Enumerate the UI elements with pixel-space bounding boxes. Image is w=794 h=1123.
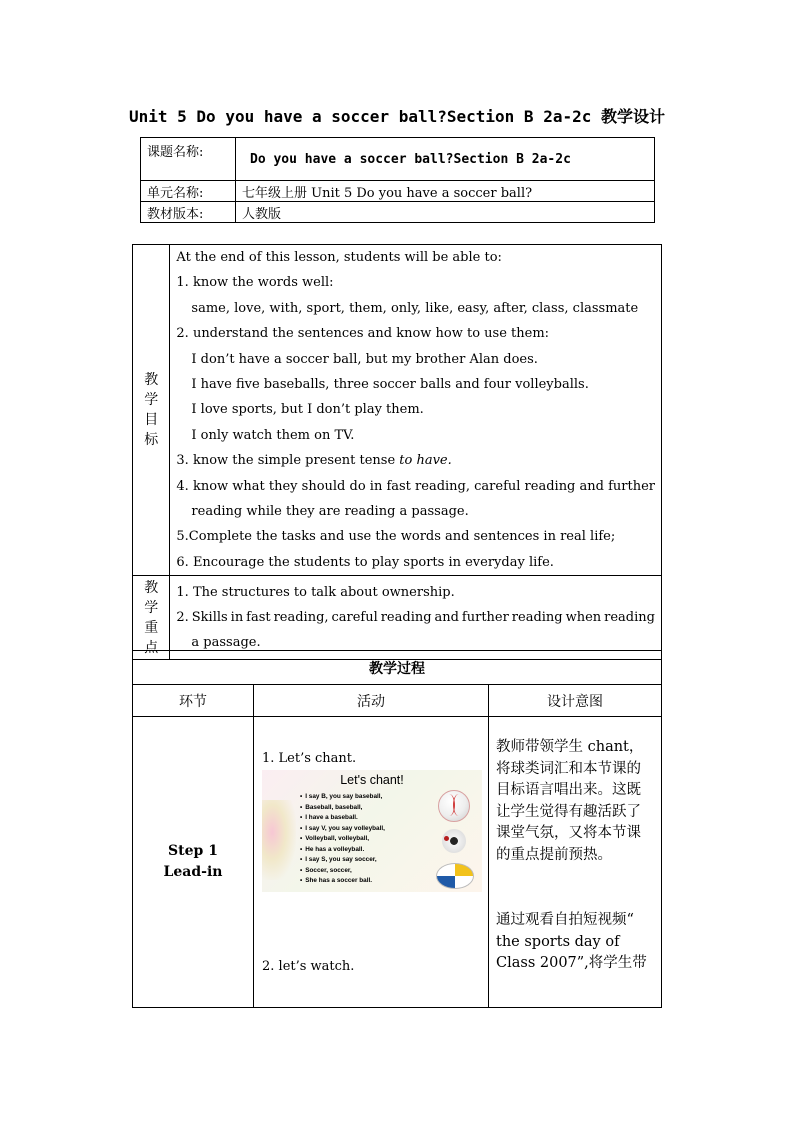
objective-line: I have five baseballs, three soccer balls and four volleyballs. [191,376,589,392]
objective-line: 4. know what they should do in fast reading, careful reading and further [176,478,655,494]
process-table [132,650,662,1008]
intent-watch: 通过观看自拍短视频“ the sports day of Class 2007”,将学生带 [496,912,647,971]
edition-label: 教材版本: [141,202,236,223]
objective-line: I love sports, but I don’t play them. [191,402,424,418]
objective-line: same, love, with, sport, them, only, like, easy, after, class, classmate [191,300,639,316]
objective-line: 1. know the words well: [176,275,334,291]
baseball-icon [438,790,470,822]
chant-line: • I say B, you say baseball, [300,792,385,803]
activity-chant: 1. Let’s chant. [262,751,357,766]
chant-line: • Volleyball, volleyball, [300,834,385,845]
objective-line: 5.Complete the tasks and use the words and sentences in real life; [176,529,616,545]
chant-line: • He has a volleyball. [300,845,385,856]
slide-title: Let's chant! [340,773,404,787]
chant-line: • Baseball, baseball, [300,803,385,814]
edition-value: 人教版 [236,202,655,223]
italic-phrase: to have. [399,453,452,469]
key-points-content [170,576,662,660]
step-title: Step 1 [168,843,218,859]
key-point-line: a passage. [191,635,261,651]
objective-line: At the end of this lesson, students will be able to: [176,250,502,265]
key-point-line: 2. Skills in fast reading, careful reading and further reading when reading [176,610,655,626]
objective-line: I don’t have a soccer ball, but my brother Alan does. [191,351,538,367]
step-cell [133,717,254,1008]
intent-chant: 教师带领学生 chant，将球类词汇和本节课的目标语言唱出来。这既让学生觉得有趣活跃了课堂气氛，又将本节课的重点提前预热。 [496,739,644,863]
unit-value: 七年级上册 Unit 5 Do you have a soccer ball? [236,181,655,202]
objective-line: reading while they are reading a passage. [191,503,469,519]
chant-lines [300,792,385,887]
chant-line: • I have a baseball. [300,813,385,824]
course-info-table [140,137,655,223]
activity-cell [254,717,489,1008]
document-title: Unit 5 Do you have a soccer ball?Section B 2a-2c 教学设计 [128,107,665,126]
topic-label: 课题名称: [141,138,236,181]
key-point-line: 1. The structures to talk about ownership. [176,585,455,601]
objective-line: I only watch them on TV. [191,427,355,443]
intent-cell [489,717,662,1008]
objective-line: 3. know the simple present tense to have. [176,453,452,469]
step-subtitle: Lead-in [163,864,223,880]
chant-slide-image [262,770,482,892]
chant-line: • She has a soccer ball. [300,876,385,887]
process-title: 教学过程 [133,651,662,685]
soccer-ball-icon [442,829,466,853]
key-points-label: 教 学 重 点 [133,576,170,660]
volleyball-icon [436,863,474,889]
chant-line: • I say S, you say soccer, [300,855,385,866]
topic-value: Do you have a soccer ball?Section B 2a-2c [236,138,655,181]
chant-line: • Soccer, soccer, [300,866,385,877]
chant-line: • I say V, you say volleyball, [300,824,385,835]
paint-splash [262,800,296,880]
objectives-label: 教 学 目 标 [133,245,170,576]
objectives-content [170,245,662,576]
unit-label: 单元名称: [141,181,236,202]
objective-line: 2. understand the sentences and know how to use them: [176,326,550,342]
header-activity: 活动 [254,685,489,717]
header-stage: 环节 [133,685,254,717]
objective-line: 6. Encourage the students to play sports in everyday life. [176,554,554,570]
objectives-table [132,244,662,660]
header-intent: 设计意图 [489,685,662,717]
activity-watch: 2. let’s watch. [262,959,355,974]
